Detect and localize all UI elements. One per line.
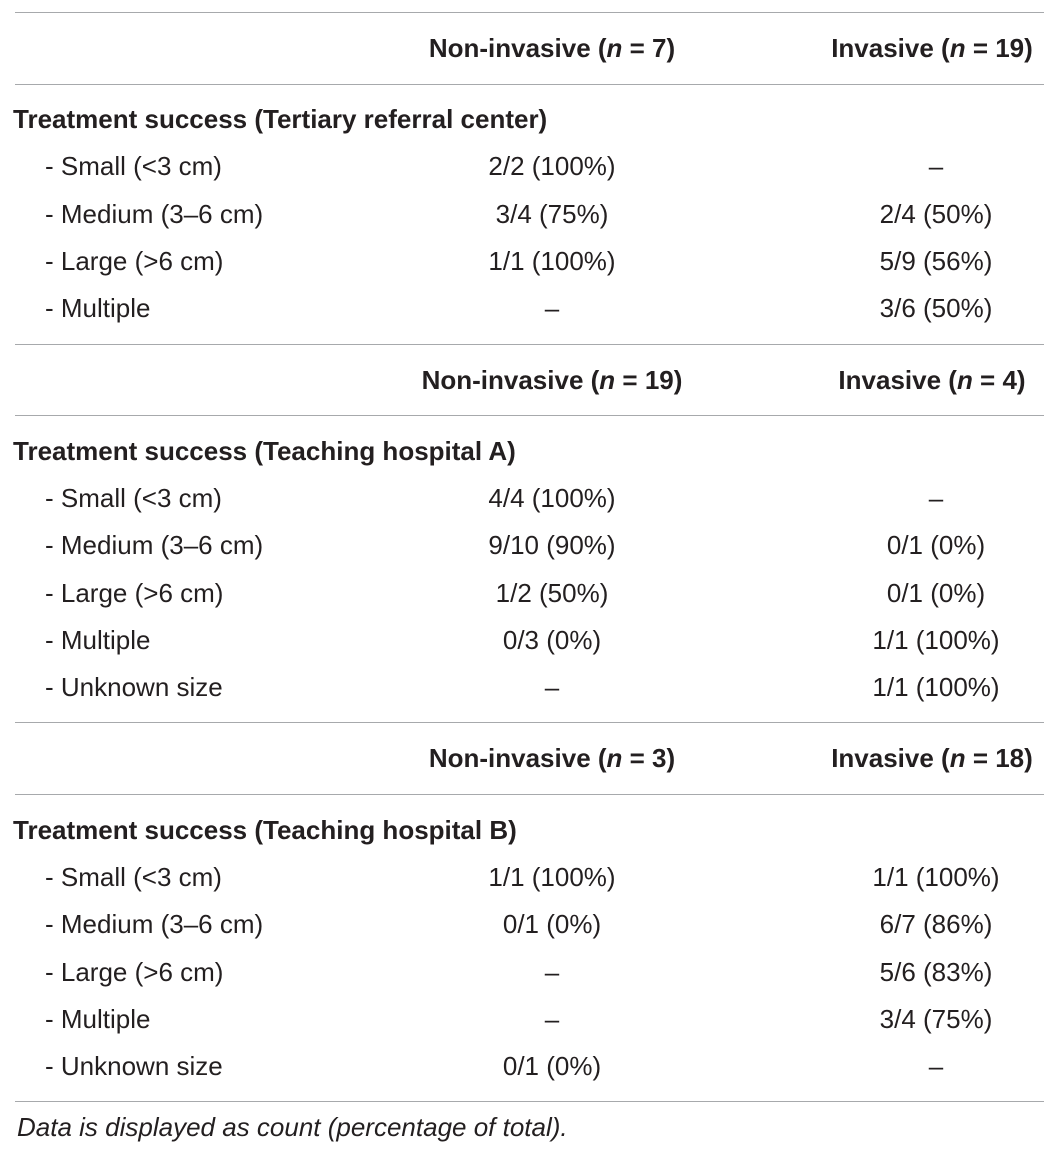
row-label: - Medium (3–6 cm) [45,530,264,560]
cell-noninvasive: 0/1 (0%) [502,909,602,939]
cell-invasive: – [928,151,944,181]
header-rule [15,415,1044,416]
cell-noninvasive: 2/2 (100%) [488,151,616,181]
cell-invasive: – [928,1051,944,1081]
cell-noninvasive: 4/4 (100%) [488,483,616,513]
column-header-invasive: Invasive (n = 19) [831,33,1033,63]
row-label: - Large (>6 cm) [45,578,224,608]
row-label: - Medium (3–6 cm) [45,909,264,939]
row-label: - Small (<3 cm) [45,151,222,181]
cell-invasive: 1/1 (100%) [872,862,1000,892]
header-rule [15,794,1044,795]
column-header-noninvasive: Non-invasive (n = 3) [428,743,676,773]
cell-invasive: 5/9 (56%) [879,246,993,276]
row-label: - Small (<3 cm) [45,862,222,892]
table-bottom-rule [15,1101,1044,1102]
column-header-invasive: Invasive (n = 4) [838,365,1026,395]
cell-noninvasive: – [544,1004,560,1034]
cell-noninvasive: 9/10 (90%) [488,530,616,560]
row-label: - Small (<3 cm) [45,483,222,513]
section-divider-rule [15,344,1044,345]
cell-noninvasive: 1/2 (50%) [495,578,609,608]
row-label: - Multiple [45,293,151,323]
row-label: - Large (>6 cm) [45,957,224,987]
cell-invasive: 2/4 (50%) [879,199,993,229]
cell-noninvasive: 1/1 (100%) [488,246,616,276]
cell-invasive: – [928,483,944,513]
cell-noninvasive: – [544,672,560,702]
row-label: - Unknown size [45,672,223,702]
cell-invasive: 5/6 (83%) [879,957,993,987]
cell-invasive: 6/7 (86%) [879,909,993,939]
section-title: Treatment success (Tertiary referral center) [13,104,548,134]
row-label: - Multiple [45,625,151,655]
cell-invasive: 1/1 (100%) [872,625,1000,655]
cell-noninvasive: 3/4 (75%) [495,199,609,229]
section-divider-rule [15,722,1044,723]
cell-noninvasive: 0/3 (0%) [502,625,602,655]
section-title: Treatment success (Teaching hospital A) [13,436,516,466]
table-top-rule [15,12,1044,13]
row-label: - Unknown size [45,1051,223,1081]
column-header-invasive: Invasive (n = 18) [831,743,1033,773]
table-footnote: Data is displayed as count (percentage of total). [17,1112,568,1142]
cell-invasive: 1/1 (100%) [872,672,1000,702]
row-label: - Multiple [45,1004,151,1034]
cell-noninvasive: – [544,293,560,323]
cell-noninvasive: 1/1 (100%) [488,862,616,892]
row-label: - Medium (3–6 cm) [45,199,264,229]
cell-invasive: 0/1 (0%) [886,530,986,560]
column-header-noninvasive: Non-invasive (n = 19) [421,365,683,395]
row-label: - Large (>6 cm) [45,246,224,276]
section-title: Treatment success (Teaching hospital B) [13,815,517,845]
cell-invasive: 0/1 (0%) [886,578,986,608]
cell-invasive: 3/4 (75%) [879,1004,993,1034]
cell-noninvasive: 0/1 (0%) [502,1051,602,1081]
cell-invasive: 3/6 (50%) [879,293,993,323]
cell-noninvasive: – [544,957,560,987]
header-rule [15,84,1044,85]
column-header-noninvasive: Non-invasive (n = 7) [428,33,676,63]
